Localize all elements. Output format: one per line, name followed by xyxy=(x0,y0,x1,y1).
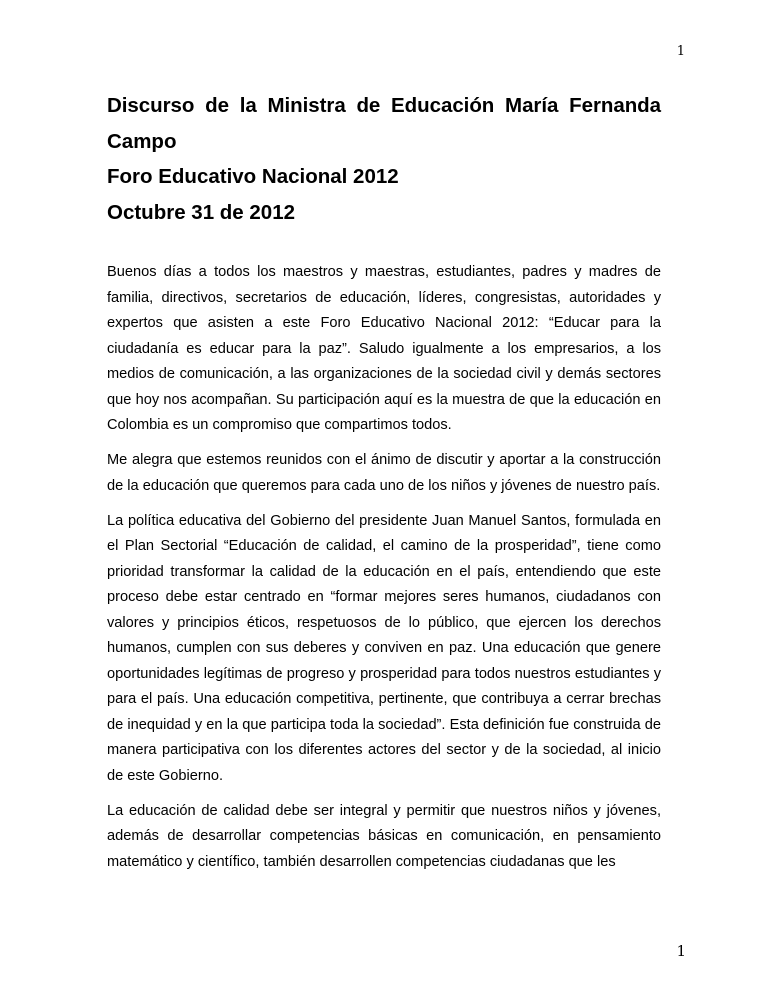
paragraph: Buenos días a todos los maestros y maestras, estudiantes, padres y madres de familia, directivos, secretarios de educación, líderes, congresistas, autoridades y expertos que asisten a este Foro Educativo Nacional 2012: “Educar para la ciudadanía es educar para la paz”. Saludo igualmente a los empresarios, a los medios de comunicación, a las organizaciones de la sociedad civil y demás sectores que hoy nos acompañan. Su participación aquí es la muestra de que la educación en Colombia es un compromiso que compartimos todos. xyxy=(107,264,661,433)
header-page-number: 1 xyxy=(676,44,685,59)
footer-page-number: 1 xyxy=(676,942,686,960)
speech-date: Octubre 31 de 2012 xyxy=(107,200,296,224)
paragraph: Me alegra que estemos reunidos con el ánimo de discutir y aportar a la construcción de la educación que queremos para cada uno de los niños y jóvenes de nuestro país. xyxy=(107,452,661,494)
title-line-1: Discurso de la Ministra de Educación María Fernanda xyxy=(107,94,661,117)
document-body xyxy=(107,88,661,885)
speech-title xyxy=(107,88,661,230)
paragraph: La política educativa del Gobierno del presidente Juan Manuel Santos, formulada en el Plan Sectorial “Educación de calidad, el camino de la prosperidad”, tiene como prioridad transformar la calidad de la educación en el país, entendiendo que este proceso debe estar centrado en “formar mejores seres humanos, ciudadanos con valores y principios éticos, respetuosos de lo público, que ejercen los derechos humanos, cumplen con sus deberes y conviven en paz. Una educación que genere oportunidades legítimas de progreso y prosperidad para todos nuestros estudiantes y para el país. Una educación competitiva, pertinente, que contribuya a cerrar brechas de inequidad y en la que participa toda la sociedad”. Esta definición fue construida de manera participativa con los diferentes actores del sector y de la sociedad, al inicio de este Gobierno. xyxy=(107,512,661,784)
event-name: Foro Educativo Nacional 2012 xyxy=(107,165,399,188)
paragraph: La educación de calidad debe ser integral y permitir que nuestros niños y jóvenes, además de desarrollar competencias básicas en comunicación, en pensamiento matemático y científico, también desarrollen competencias ciudadanas que les xyxy=(107,802,661,870)
title-line-2: Campo xyxy=(107,129,177,153)
speech-text xyxy=(107,260,661,875)
